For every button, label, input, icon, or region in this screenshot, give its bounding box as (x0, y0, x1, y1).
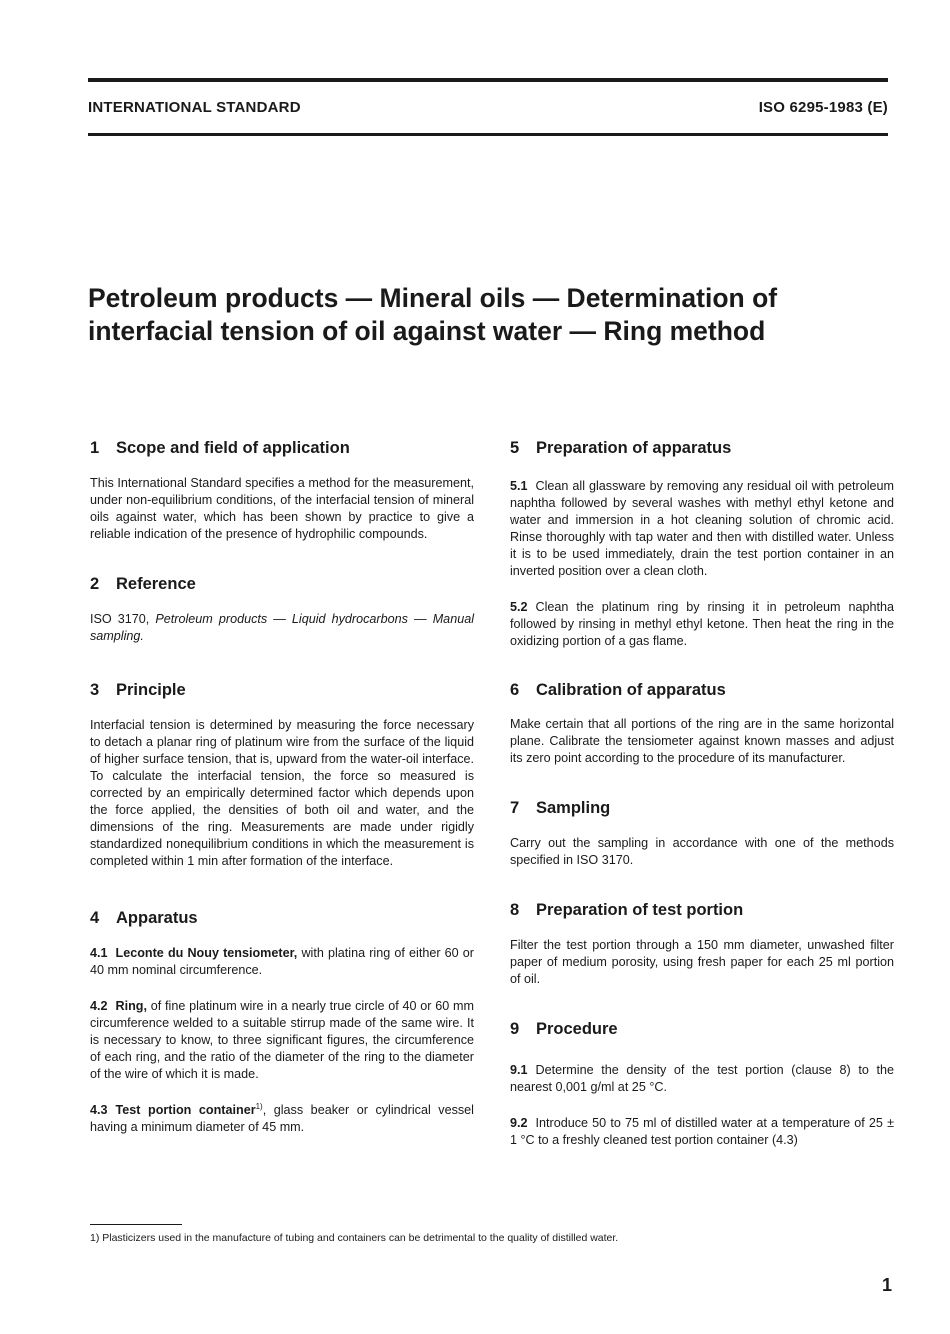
subclause-term: Ring, (115, 999, 147, 1013)
subclause-text: , glass beaker or cylindrical vessel having a minimum diameter of 45 mm. (90, 1103, 474, 1134)
section-9 (510, 1019, 894, 1149)
section-heading (510, 680, 894, 700)
section-title: Principle (116, 681, 186, 699)
subclause-text: Clean all glassware by removing any residual oil with petroleum naphtha followed by several washes with methyl ethyl ketone and water and immersion in a hot cleaning solution of chromic acid. Rinse thoroughly with tap water and then with distilled water. Unless it is to be used immediately, drain the test portion container in an inverted position over a clean cloth. (510, 479, 894, 578)
subclause-number: 5.2 (510, 600, 528, 614)
subclause-5-2 (510, 599, 894, 650)
section-number: 6 (510, 681, 520, 699)
document-title (88, 282, 878, 348)
subclause-text: with platina ring of either 60 or 40 mm nominal circumference. (90, 946, 475, 977)
section-title: Scope and field of application (116, 439, 350, 457)
section-4 (90, 908, 474, 1136)
section-6 (510, 680, 894, 767)
subclause-number: 5.1 (510, 479, 528, 493)
subclause-text: Introduce 50 to 75 ml of distilled water at a temperature of 25 ± 1 °C to a freshly cleaned test portion container (4.3) (510, 1116, 894, 1147)
reference-number: ISO 3170, (90, 612, 156, 626)
section-number: 8 (510, 901, 520, 919)
subclause-text: Determine the density of the test portion (clause 8) to the nearest 0,001 g/ml at 25 °C. (510, 1063, 894, 1094)
section-number: 2 (90, 575, 100, 593)
subclause-number: 9.1 (510, 1063, 528, 1077)
section-text (90, 611, 474, 645)
section-text: Carry out the sampling in accordance with one of the methods specified in ISO 3170. (510, 836, 894, 867)
section-1 (90, 438, 474, 543)
section-title: Preparation of test portion (536, 901, 744, 919)
subclause-9-1 (510, 1062, 894, 1096)
subclause-number: 4.1 (90, 946, 108, 960)
section-number: 9 (510, 1020, 520, 1038)
subclause-number: 4.3 (90, 1103, 108, 1117)
section-number: 7 (510, 799, 520, 817)
section-heading (510, 1019, 894, 1039)
subclause-text: Clean the platinum ring by rinsing it in petroleum naphtha followed by rinsing in methyl ethyl ketone. Then heat the ring in the oxidizing portion of a gas flame. (510, 600, 894, 648)
section-5 (510, 438, 894, 650)
subclause-9-2 (510, 1115, 894, 1149)
subclause-4-3 (90, 1102, 474, 1136)
section-7 (510, 798, 894, 869)
section-text: Make certain that all portions of the ring are in the same horizontal plane. Calibrate the tensiometer against known masses and adjust its zero point according to the procedure of its manufacturer. (510, 717, 894, 765)
section-title: Procedure (536, 1020, 618, 1038)
section-title: Preparation of apparatus (536, 439, 732, 457)
subclause-number: 4.2 (90, 999, 108, 1013)
title-line-1: Petroleum products — Mineral oils — Determination of (88, 283, 778, 313)
section-heading (90, 680, 474, 700)
page-number: 1 (881, 1275, 892, 1295)
subclause-term: Leconte du Nouy tensiometer, (115, 946, 298, 960)
header-rule-top (88, 78, 888, 82)
header-rule-bottom (88, 133, 888, 136)
subclause-4-1 (90, 945, 474, 979)
footnote-rule (90, 1224, 182, 1225)
section-2 (90, 574, 474, 645)
section-number: 1 (90, 439, 100, 457)
section-number: 4 (90, 909, 100, 927)
subclause-5-1 (510, 478, 894, 580)
footnote: 1) Plasticizers used in the manufacture of tubing and containers can be detrimental to the quality of distilled water. (90, 1232, 619, 1244)
section-3 (90, 680, 474, 870)
section-title: Sampling (536, 799, 611, 817)
section-text: This International Standard specifies a method for the measurement, under non-equilibrium conditions, of the interfacial tension of mineral oils against water, which has been shown by practice to give a reliable indication of the presence of hydrophilic compounds. (90, 476, 474, 541)
section-text: Interfacial tension is determined by measuring the force necessary to detach a planar ring of platinum wire from the surface of the liquid of higher surface tension, that is, upward from the water-oil interface. To calculate the interfacial tension, the force so measured is corrected by an empirically determined factor which depends upon the force applied, the densities of both oil and water, and the dimensions of the ring. Measurements are made under rigidly standardized nonequilibrium conditions in which the measurement is completed within 1 min after formation of the interface. (90, 718, 474, 868)
section-8 (510, 900, 894, 988)
section-heading (90, 438, 474, 458)
section-heading (90, 574, 474, 594)
title-line-2: interfacial tension of oil against water — Ring method (88, 316, 766, 346)
section-title: Calibration of apparatus (536, 681, 726, 699)
right-column (510, 438, 894, 1149)
section-heading (510, 438, 894, 458)
footnote-reference[interactable]: 1) (255, 1101, 263, 1111)
subclause-4-2 (90, 998, 474, 1083)
section-heading (510, 900, 894, 920)
subclause-text: of fine platinum wire in a nearly true circle of 40 or 60 mm circumference welded to a suitable stirrup made of the same wire. It is necessary to know, to three significant figures, the circumference of each ring, and the ratio of the diameter of the ring to the diameter of the wire of which it is made. (90, 999, 474, 1081)
subclause-term: Test portion container (115, 1103, 256, 1117)
section-title: Apparatus (116, 909, 198, 927)
document-type: INTERNATIONAL STANDARD (88, 99, 301, 116)
section-heading (90, 908, 474, 928)
reference-title: Petroleum products — Liquid hydrocarbons — Manual sampling. (90, 612, 474, 643)
section-heading (510, 798, 894, 818)
left-column (90, 438, 474, 1136)
standard-number: ISO 6295-1983 (E) (758, 99, 888, 116)
section-title: Reference (116, 575, 196, 593)
subclause-number: 9.2 (510, 1116, 528, 1130)
section-text: Filter the test portion through a 150 mm diameter, unwashed filter paper of medium porosity, using fresh paper for each 25 ml portion of oil. (510, 938, 894, 986)
section-number: 3 (90, 681, 100, 699)
section-number: 5 (510, 439, 520, 457)
